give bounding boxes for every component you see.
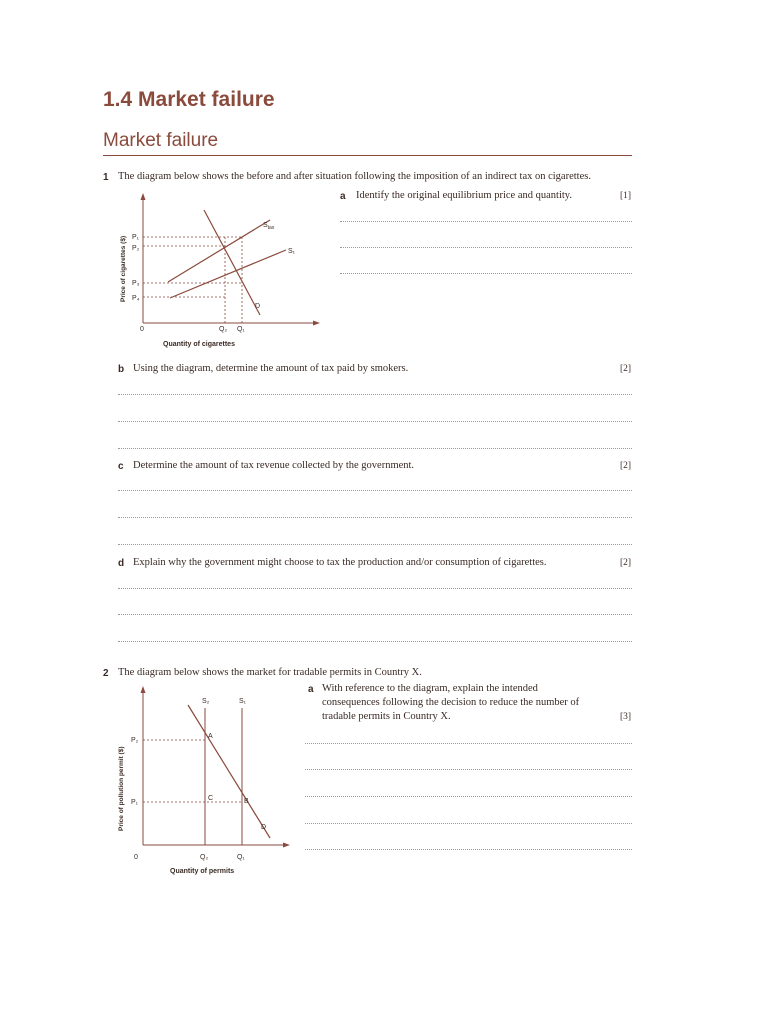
question-2a-letter: a (308, 684, 314, 695)
question-1-intro: The diagram below shows the before and after situation following the imposition of an indirect tax on cigarettes. (118, 171, 591, 182)
question-1b-text: Using the diagram, determine the amount of tax paid by smokers. (133, 363, 409, 374)
answer-line[interactable] (118, 641, 632, 642)
answer-line[interactable] (305, 849, 632, 850)
y-axis-arrow (141, 686, 146, 693)
label-q1: Q₁ (237, 326, 245, 333)
answer-line[interactable] (118, 614, 632, 615)
tradable-permits-diagram (108, 683, 303, 878)
label-q2: Q₂ (200, 854, 209, 861)
supply-curve-tax (168, 220, 270, 282)
label-p3: P₃ (132, 280, 140, 287)
question-1d-marks: [2] (620, 558, 632, 568)
answer-line[interactable] (118, 544, 632, 545)
answer-line[interactable] (305, 796, 632, 797)
question-1d-text: Explain why the government might choose to tax the production and/or consumption of cigarettes. (133, 557, 547, 568)
answer-line[interactable] (118, 421, 632, 422)
x-axis-arrow (283, 843, 290, 848)
y-axis-label: Price of pollution permit ($) (118, 746, 125, 831)
answer-line[interactable] (340, 273, 632, 274)
label-p2: P₂ (131, 737, 139, 744)
question-1a-marks: [1] (620, 191, 632, 201)
answer-line[interactable] (118, 517, 632, 518)
answer-line[interactable] (305, 769, 632, 770)
question-1d-letter: d (118, 558, 125, 569)
answer-line[interactable] (118, 490, 632, 491)
y-axis-label: Price of cigarettes ($) (120, 235, 127, 302)
question-1c-letter: c (118, 461, 124, 472)
question-1-number: 1 (103, 172, 109, 183)
label-s1: S₁ (239, 698, 247, 705)
chapter-title: 1.4 Market failure (103, 88, 275, 111)
question-2a-line2: consequences following the decision to reduce the number of (322, 697, 580, 708)
label-a: A (208, 733, 213, 740)
section-rule (103, 155, 632, 156)
demand-curve (188, 705, 270, 838)
answer-line[interactable] (305, 823, 632, 824)
label-q1: Q₁ (237, 854, 245, 861)
section-title: Market failure (103, 130, 219, 151)
question-1b-letter: b (118, 364, 125, 375)
question-2a-line3: tradable permits in Country X. (322, 711, 451, 722)
question-1c-marks: [2] (620, 461, 632, 471)
question-2-intro: The diagram below shows the market for tradable permits in Country X. (118, 667, 422, 678)
x-axis-label: Quantity of cigarettes (163, 341, 235, 348)
y-axis-arrow (141, 193, 146, 200)
demand-curve (204, 210, 260, 315)
question-1a-letter: a (340, 191, 346, 202)
question-1c-text: Determine the amount of tax revenue collected by the government. (133, 460, 415, 471)
label-p1: P₁ (132, 234, 140, 241)
question-1b-marks: [2] (620, 364, 632, 374)
question-2-number: 2 (103, 668, 109, 679)
label-origin: 0 (134, 854, 138, 861)
question-1a-text: Identify the original equilibrium price and quantity. (356, 190, 572, 201)
x-axis-arrow (313, 321, 320, 326)
question-2a-line1: With reference to the diagram, explain the intended (322, 683, 538, 694)
label-q2: Q₂ (219, 326, 228, 333)
answer-line[interactable] (305, 743, 632, 744)
label-origin: 0 (140, 326, 144, 333)
label-s2: S₂ (202, 698, 210, 705)
label-s1: S₁ (288, 248, 296, 255)
label-p2: P₂ (132, 245, 140, 252)
cigarette-tax-diagram (108, 190, 333, 350)
label-c: C (208, 795, 214, 802)
supply-curve-s1 (170, 250, 286, 298)
label-d: D (255, 303, 261, 310)
label-p1: P₁ (131, 799, 139, 806)
label-d: D (261, 824, 267, 831)
question-2a-marks: [3] (620, 712, 632, 722)
answer-line[interactable] (340, 247, 632, 248)
answer-line[interactable] (340, 221, 632, 222)
answer-line[interactable] (118, 448, 632, 449)
answer-line[interactable] (118, 588, 632, 589)
label-b: B (244, 798, 249, 805)
x-axis-label: Quantity of permits (170, 868, 235, 875)
label-p4: P₄ (132, 295, 140, 302)
answer-line[interactable] (118, 394, 632, 395)
label-stax: $S_{tax}$ (263, 222, 275, 231)
